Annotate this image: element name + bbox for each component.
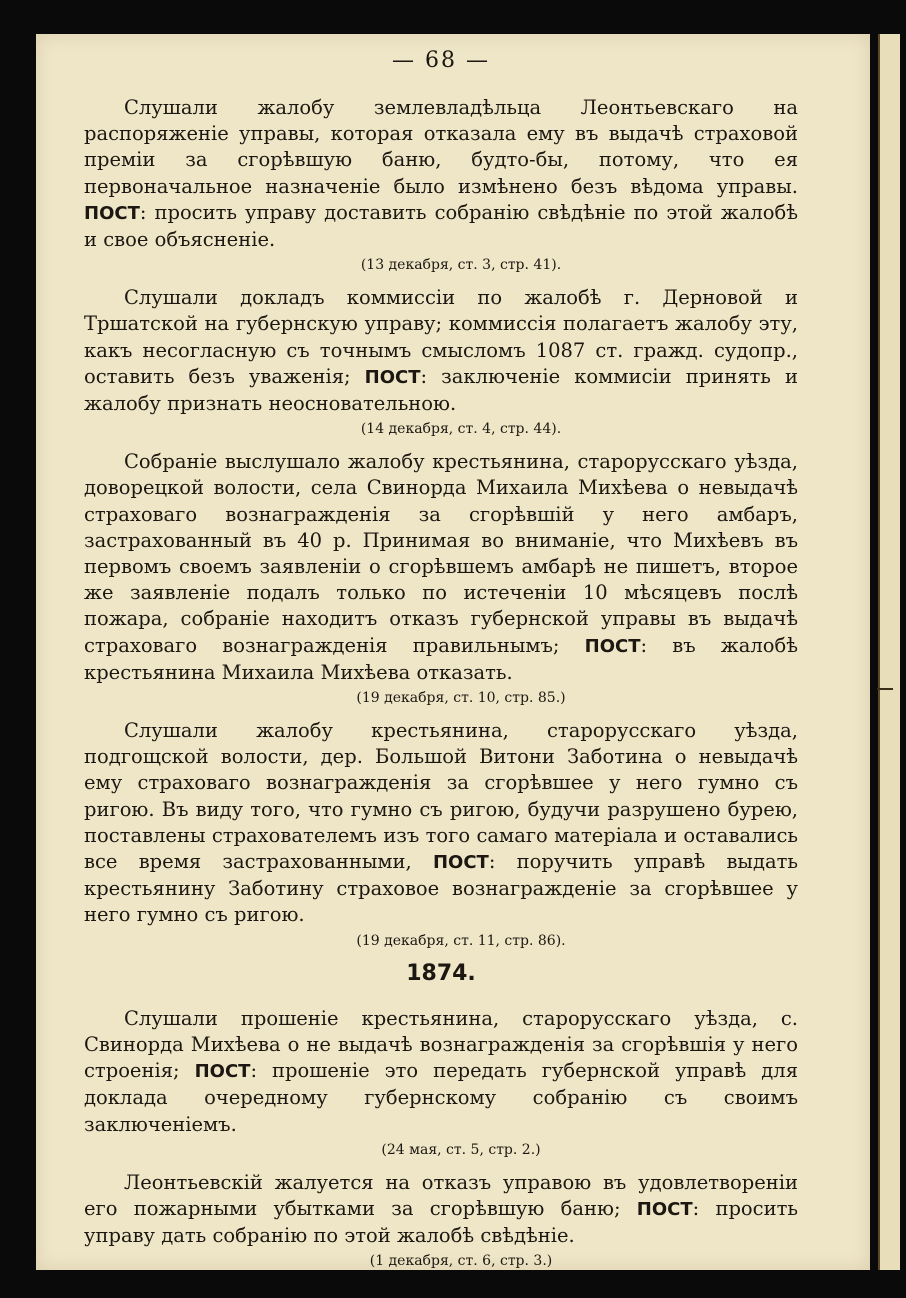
entry-text-before: Леонтьевскій жалуется на отказъ управою въ удовлетвореніи его пожарными убытками за сгорѣвшую баню;: [84, 1170, 798, 1220]
entry-text: [84, 449, 798, 686]
post-label: ПОСТ: [432, 852, 489, 874]
entry-text-before: Слушали докладъ коммиссіи по жалобѣ г. Дерновой и Тршатской на губернскую управу; коммиссія полагаетъ жалобу эту, какъ несогласную съ точнымъ смысломъ 1087 ст. гражд. судопр., оставить безъ уваженія;: [84, 286, 798, 388]
entry-text-after: : прошеніе это передать губернской управѣ для доклада очередному губернскому собранію съ своимъ заключеніемъ.: [84, 1059, 798, 1136]
entry: [84, 718, 798, 949]
entry: [84, 449, 798, 706]
citation: (13 декабря, ст. 3, стр. 41).: [360, 257, 562, 274]
entry: [84, 95, 798, 273]
entry: [84, 1170, 798, 1270]
edge-mark: [877, 688, 893, 690]
entry-text-before: Слушали прошеніе крестьянина, старорусскаго уѣзда, с. Свинорда Михѣева о не выдачѣ вознагражденія за сгорѣвшія у него строенія;: [84, 1006, 798, 1083]
entry-text-after: : поручить управѣ выдать крестьянину Заботину страховое вознагражденіе за сгорѣвшее у него гумно съ ригою.: [84, 850, 798, 927]
entry: [84, 1006, 798, 1158]
entry-text: [84, 718, 798, 929]
citation: (14 декабря, ст. 4, стр. 44).: [360, 421, 562, 438]
entry-text: [84, 1006, 798, 1138]
facing-page-edge: [878, 34, 900, 1270]
post-label: ПОСТ: [194, 1061, 251, 1083]
entry-text-after: : заключеніе коммисіи принять и жалобу признать неосновательною.: [84, 364, 798, 416]
year-heading: 1874.: [406, 960, 476, 986]
citation: (19 декабря, ст. 10, стр. 85.): [356, 690, 566, 707]
citation: (24 мая, ст. 5, стр. 2.): [381, 1141, 541, 1158]
entry: [84, 285, 798, 437]
entry-text-before: Собраніе выслушало жалобу крестьянина, старорусскаго уѣзда, доворецкой волости, села Свинорда Михаила Михѣева о невыдачѣ страховаго вознагражденія за сгорѣвшій у него амбаръ, застрахованный въ 40 р. Принимая во вниманіе, что Михѣевъ въ первомъ своемъ заявленіи о сгорѣвшемъ амбарѣ не пишетъ, второе же заявленіе подалъ только по истеченіи 10 мѣсяцевъ послѣ пожара, собраніе находитъ отказъ губернской управы въ выдачѣ страховаго вознагражденія правильнымъ;: [84, 450, 798, 657]
page-number: — 68 —: [392, 48, 490, 73]
entry-text-before: Слушали жалобу землевладѣльца Леонтьевскаго на распоряженіе управы, которая отказала ему въ выдачѣ страховой преміи за сгорѣвшую баню, будто-бы, потому, что ея первоначальное назначеніе было измѣнено безъ вѣдома управы.: [84, 96, 798, 198]
entry-text: [84, 285, 798, 417]
entry-text-after: : просить управу дать собранію по этой жалобѣ свѣдѣніе.: [84, 1196, 798, 1248]
post-label: ПОСТ: [364, 366, 421, 388]
entry-text: [84, 1170, 798, 1250]
entry-text-after: : въ жалобѣ крестьянина Михаила Михѣева отказать.: [84, 633, 798, 684]
post-label: ПОСТ: [636, 1198, 693, 1220]
entry-text-before: Слушали жалобу крестьянина, старорусскаго уѣзда, подгощской волости, дер. Большой Витони Заботина о невыдачѣ ему страховаго вознагражденія за сгорѣвшее у него гумно съ ригою. Въ виду того, что гумно съ ригою, будучи разрушено бурею, поставлены страхователемъ изъ того самаго матеріала и оставались все время застрахованными,: [84, 719, 798, 874]
post-label: ПОСТ: [584, 635, 641, 657]
page-content: [84, 48, 798, 1281]
citation: (1 декабря, ст. 6, стр. 3.): [369, 1253, 553, 1270]
post-label: ПОСТ: [84, 202, 140, 224]
citation: (19 декабря, ст. 11, стр. 86).: [356, 932, 566, 949]
entry-text: [84, 95, 798, 253]
entry-text-after: : просить управу доставить собранію свѣдѣніе по этой жалобѣ и свое объясненіе.: [84, 200, 798, 252]
